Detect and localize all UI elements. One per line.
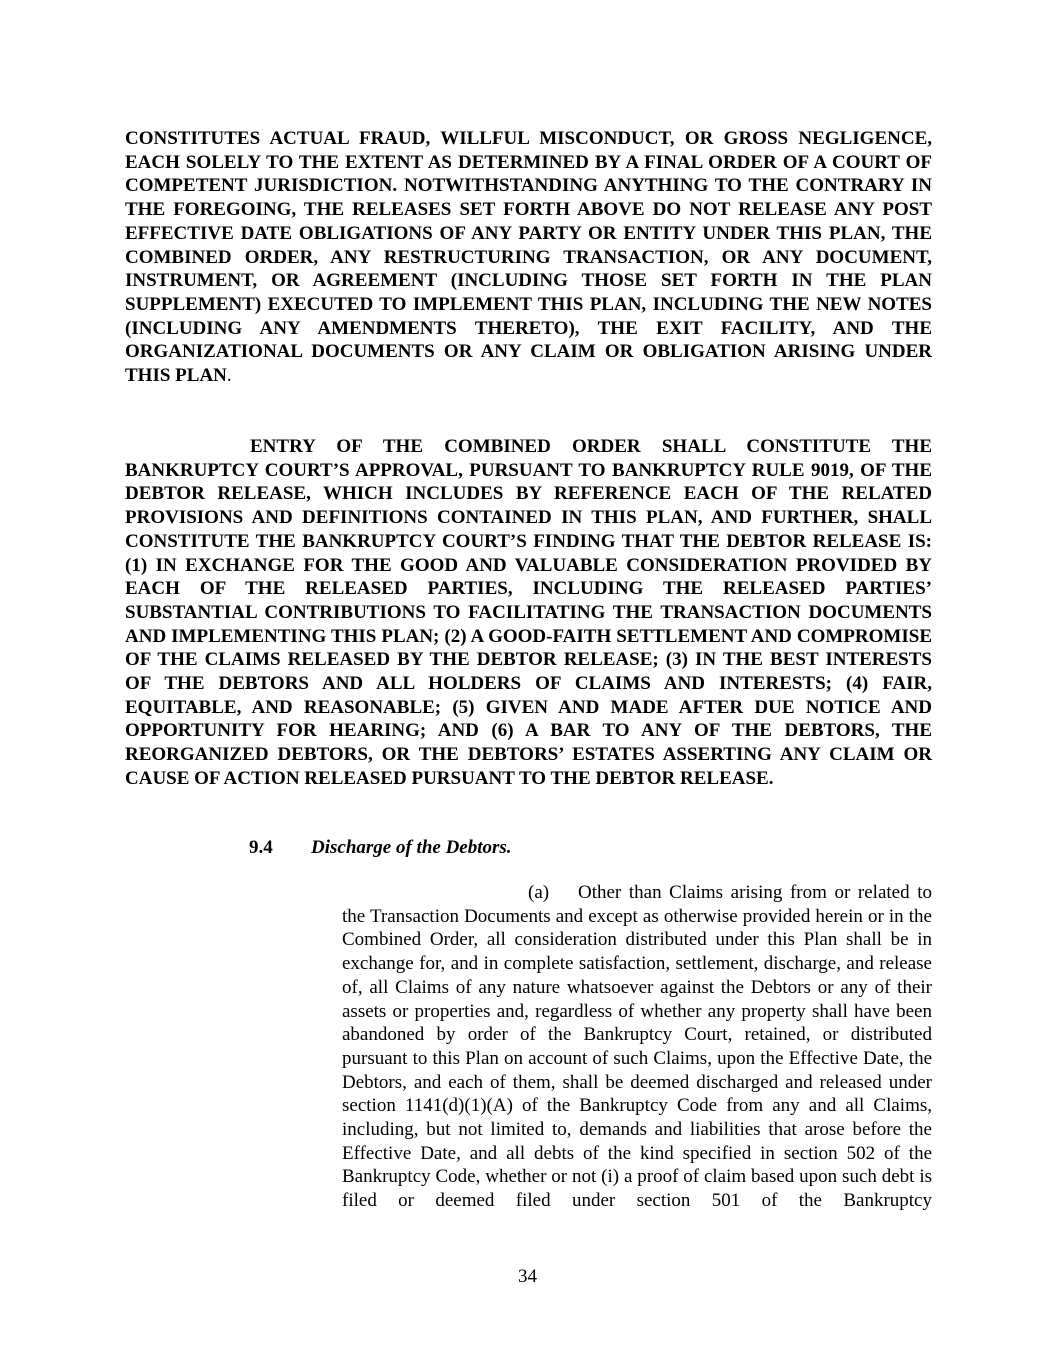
section-title: Discharge of the Debtors. <box>311 837 512 858</box>
release-paragraph-text: CONSTITUTES ACTUAL FRAUD, WILLFUL MISCONDUCT, OR GROSS NEGLIGENCE, EACH SOLELY TO THE EXTENT AS DETERMINED BY A FINAL ORDER OF A COURT OF COMPETENT JURISDICTION. NOTWITHSTANDING ANYTHING TO THE CONTRARY IN THE FOREGOING, THE RELEASES SET FORTH ABOVE DO NOT RELEASE ANY POST EFFECTIVE DATE OBLIGATIONS OF ANY PARTY OR ENTITY UNDER THIS PLAN, THE COMBINED ORDER, ANY RESTRUCTURING TRANSACTION, OR ANY DOCUMENT, INSTRUMENT, OR AGREEMENT (INCLUDING THOSE SET FORTH IN THE PLAN SUPPLEMENT) EXECUTED TO IMPLEMENT THIS PLAN, INCLUDING THE NEW NOTES (INCLUDING ANY AMENDMENTS THERETO), THE EXIT FACILITY, AND THE ORGANIZATIONAL DOCUMENTS OR ANY CLAIM OR OBLIGATION ARISING UNDER THIS PLAN <box>125 128 932 387</box>
debtor-release-paragraph <box>125 435 932 791</box>
discharge-paragraph <box>342 881 932 1213</box>
release-paragraph-period: . <box>226 365 232 387</box>
subsection-text: Other than Claims arising from or related to the Transaction Documents and except as otherwise provided herein or in the Combined Order, all consideration distributed under this Plan shall be in exchange for, and in complete satisfaction, settlement, discharge, and release of, all Claims of any nature whatsoever against the Debtors or any of their assets or properties and, regardless of whether any property shall have been abandoned by order of the Bankruptcy Court, retained, or distributed pursuant to this Plan on account of such Claims, upon the Effective Date, the Debtors, and each of them, shall be deemed discharged and released under section 1141(d)(1)(A) of the Bankruptcy Code from any and all Claims, including, but not limited to, demands and liabilities that arose before the Effective Date, and all debts of the kind specified in section 502 of the Bankruptcy Code, whether or not (i) a proof of claim based upon such debt is filed or deemed filed under section 501 of the Bankruptcy <box>342 882 932 1212</box>
debtor-release-paragraph-text: ENTRY OF THE COMBINED ORDER SHALL CONSTITUTE THE BANKRUPTCY COURT’S APPROVAL, PURSUANT TO BANKRUPTCY RULE 9019, OF THE DEBTOR RELEASE, WHICH INCLUDES BY REFERENCE EACH OF THE RELATED PROVISIONS AND DEFINITIONS CONTAINED IN THIS PLAN, AND FURTHER, SHALL CONSTITUTE THE BANKRUPTCY COURT’S FINDING THAT THE DEBTOR RELEASE IS: (1) IN EXCHANGE FOR THE GOOD AND VALUABLE CONSIDERATION PROVIDED BY EACH OF THE RELEASED PARTIES, INCLUDING THE RELEASED PARTIES’ SUBSTANTIAL CONTRIBUTIONS TO FACILITATING THE TRANSACTION DOCUMENTS AND IMPLEMENTING THIS PLAN; (2) A GOOD-FAITH SETTLEMENT AND COMPROMISE OF THE CLAIMS RELEASED BY THE DEBTOR RELEASE; (3) IN THE BEST INTERESTS OF THE DEBTORS AND ALL HOLDERS OF CLAIMS AND INTERESTS; (4) FAIR, EQUITABLE, AND REASONABLE; (5) GIVEN AND MADE AFTER DUE NOTICE AND OPPORTUNITY FOR HEARING; AND (6) A BAR TO ANY OF THE DEBTORS, THE REORGANIZED DEBTORS, OR THE DEBTORS’ ESTATES ASSERTING ANY CLAIM OR CAUSE OF ACTION RELEASED PURSUANT TO THE DEBTOR RELEASE. <box>125 436 932 789</box>
section-number: 9.4 <box>249 837 273 858</box>
section-heading <box>249 836 512 860</box>
subsection-label: (a) <box>528 882 550 903</box>
release-paragraph <box>125 127 932 388</box>
page-number: 34 <box>518 1266 537 1287</box>
